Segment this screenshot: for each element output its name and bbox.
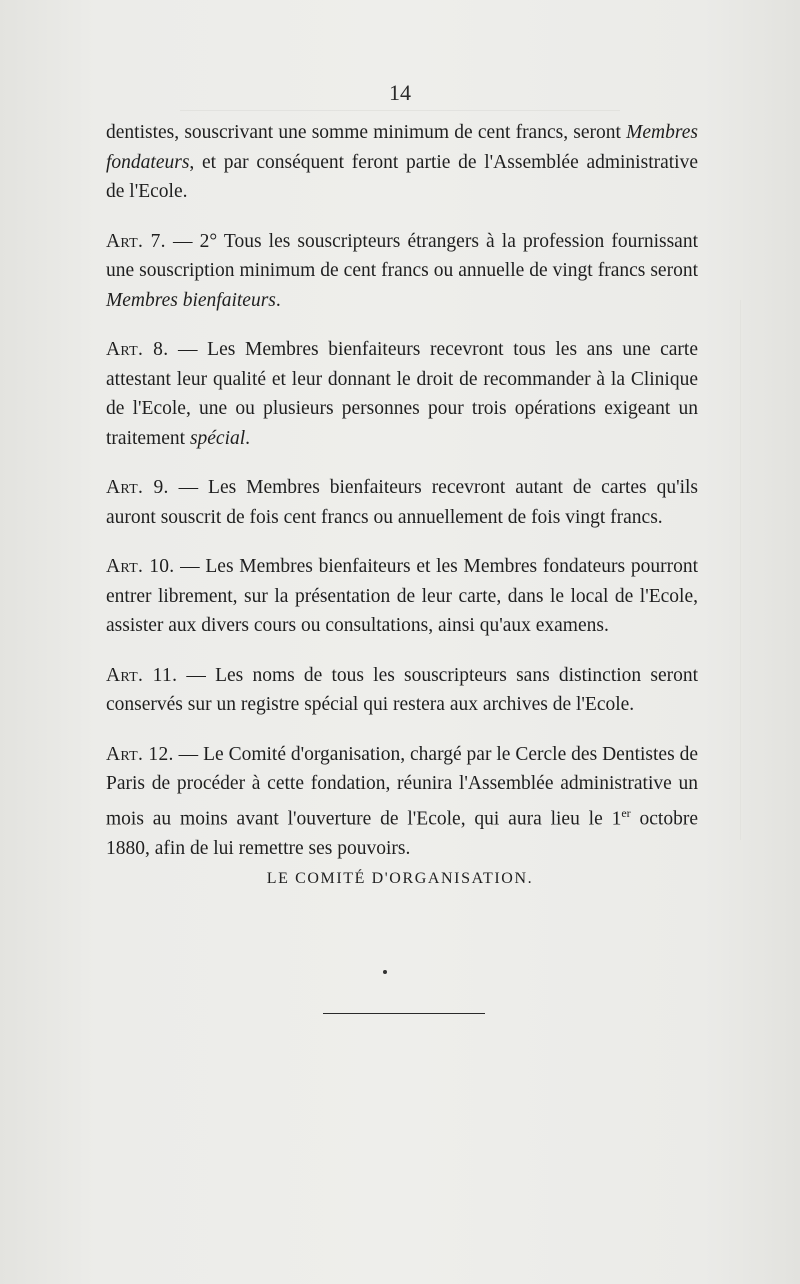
article-label: Art. 12. bbox=[106, 743, 174, 765]
italic-term: spécial bbox=[189, 427, 246, 449]
article-9 bbox=[106, 473, 698, 532]
text-run: octobre 1880, afin de lui remettre ses pouvoirs. bbox=[106, 808, 698, 859]
article-label: Art. 9. bbox=[106, 477, 169, 498]
text-run: — Les Membres bienfaiteurs recevront tous les ans une carte attestant leur qualité et leur donnant le droit de recommander à la Clinique de l'Ecole, une ou plusieurs personnes pour trois opérations exigeant un traitement bbox=[106, 339, 699, 449]
article-label: Art. 7. bbox=[106, 230, 166, 252]
page-number: 14 bbox=[389, 80, 411, 105]
show-through-texture bbox=[740, 300, 771, 840]
text-run: — 2° Tous les souscripteurs étrangers à la profession fournissant une souscription minimum de cent francs ou annuelle de vingt francs seront bbox=[106, 230, 698, 281]
ordinal-superscript: er bbox=[621, 805, 631, 820]
article-label: Art. 10. bbox=[106, 556, 175, 577]
committee-signature: LE COMITÉ D'ORGANISATION. bbox=[266, 870, 534, 887]
closing-rule bbox=[323, 1013, 485, 1014]
article-11 bbox=[106, 661, 698, 720]
text-run: , et par conséquent feront partie de l'Assemblée administrative de l'Ecole. bbox=[106, 151, 698, 202]
article-8 bbox=[106, 335, 698, 453]
article-label: Art. 11. bbox=[106, 664, 178, 686]
paragraph-intro bbox=[106, 118, 698, 207]
text-run: . bbox=[245, 427, 251, 449]
text-run: — Les Membres bienfaiteurs recevront autant de cartes qu'ils auront souscrit de fois cent francs ou annuellement de fois vingt francs. bbox=[106, 477, 699, 528]
article-12 bbox=[106, 740, 698, 864]
text-run: — Le Comité d'organisation, chargé par le Cercle des Dentistes de Paris de procéder à cette fondation, réunira l'Assemblée administrative un mois au moins avant l'ouverture de l'Ecole, qui aura lieu le 1 bbox=[106, 743, 698, 829]
article-10 bbox=[106, 552, 698, 641]
article-7 bbox=[106, 227, 698, 316]
text-run: . bbox=[275, 289, 281, 311]
text-run: — Les Membres bienfaiteurs et les Membres fondateurs pourront entrer librement, sur la présentation de leur carte, dans le local de l'Ecole, assister aux divers cours ou consultations, ainsi qu'aux examens. bbox=[106, 556, 698, 636]
text-run: — Les noms de tous les souscripteurs sans distinction seront conservés sur un registre spécial qui restera aux archives de l'Ecole. bbox=[106, 664, 699, 715]
ink-speck bbox=[383, 970, 387, 974]
article-label: Art. 8. bbox=[106, 339, 169, 360]
italic-term: Membres fondateurs bbox=[106, 122, 698, 173]
italic-term: Membres bienfaiteurs bbox=[106, 289, 276, 311]
text-run: dentistes, souscrivant une somme minimum de cent francs, seront bbox=[106, 122, 627, 143]
body-text bbox=[106, 118, 698, 883]
